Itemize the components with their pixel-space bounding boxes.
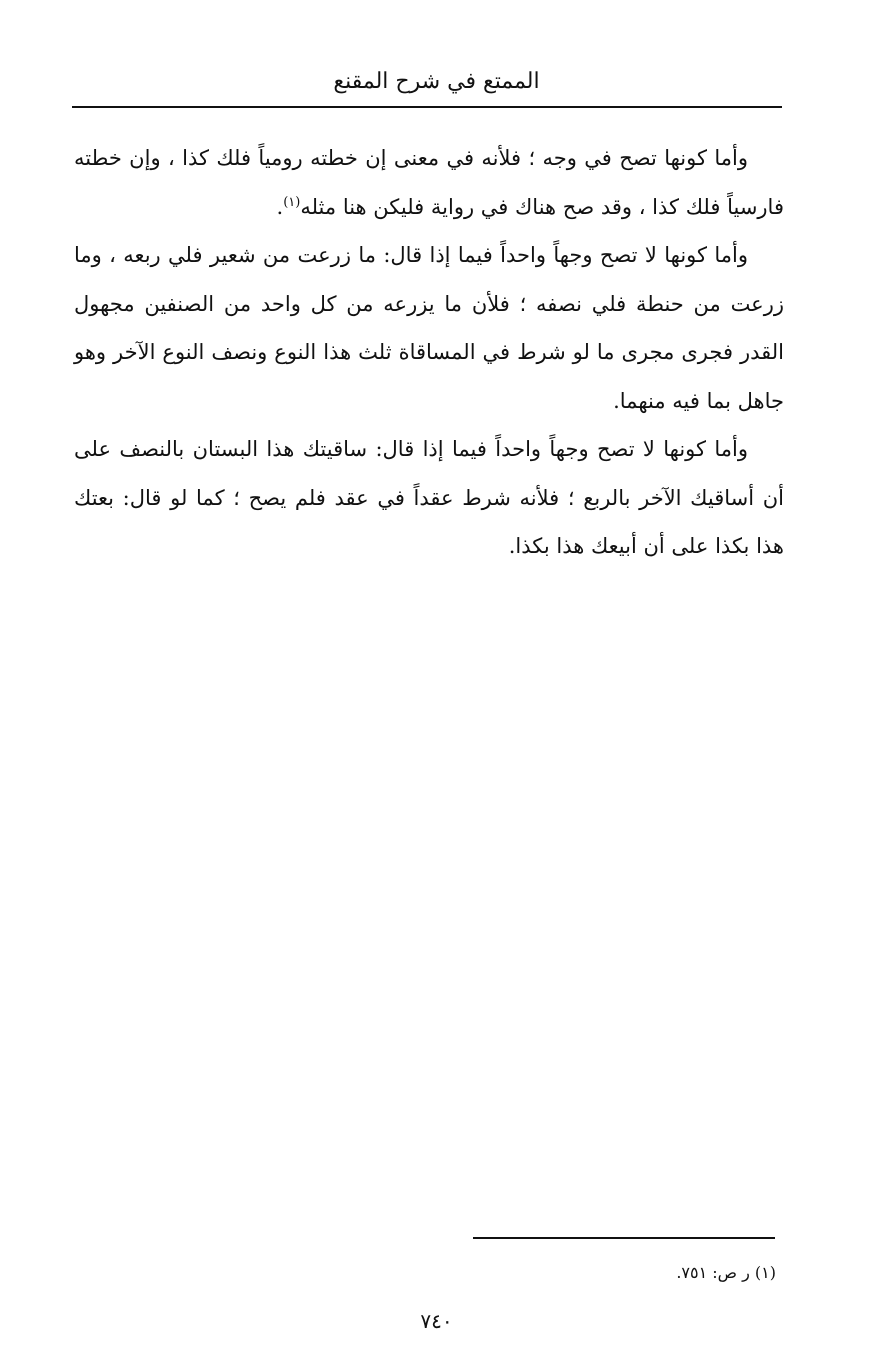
footnote: (١) ر ص: ٧٥١. [676, 1263, 776, 1282]
paragraph-1-end: . [276, 194, 284, 219]
main-text [74, 134, 784, 571]
page-number: ٧٤٠ [420, 1309, 453, 1333]
paragraph-1-text: وأما كونها تصح في وجه ؛ فلأنه في معنى إن خطته رومياً فلك كذا ، وإن خطته فارسياً فلك كذا ، وقد صح هناك في رواية فليكن هنا مثله [74, 146, 784, 219]
paragraph-1 [74, 134, 784, 231]
header-divider [72, 106, 782, 108]
paragraph-2: وأما كونها لا تصح وجهاً واحداً فيما إذا قال: ما زرعت من شعير فلي ربعه ، وما زرعت من حنطة فلي نصفه ؛ فلأن ما يزرعه من كل واحد من الصنفين مجهول القدر فجرى مجرى ما لو شرط في المساقاة ثلث هذا النوع ونصف النوع الآخر وهو جاهل بما فيه منهما. [74, 243, 784, 413]
paragraph-3: وأما كونها لا تصح وجهاً واحداً فيما إذا قال: ساقيتك هذا البستان بالنصف على أن أساقيك الآخر بالربع ؛ فلأنه شرط عقداً في عقد فلم يصح ؛ كما لو قال: بعتك هذا بكذا على أن أبيعك هذا بكذا. [74, 437, 784, 558]
running-header-title: الممتع في شرح المقنع [333, 69, 540, 94]
footnote-reference: (١) [283, 194, 301, 210]
footnote-divider [473, 1237, 775, 1239]
